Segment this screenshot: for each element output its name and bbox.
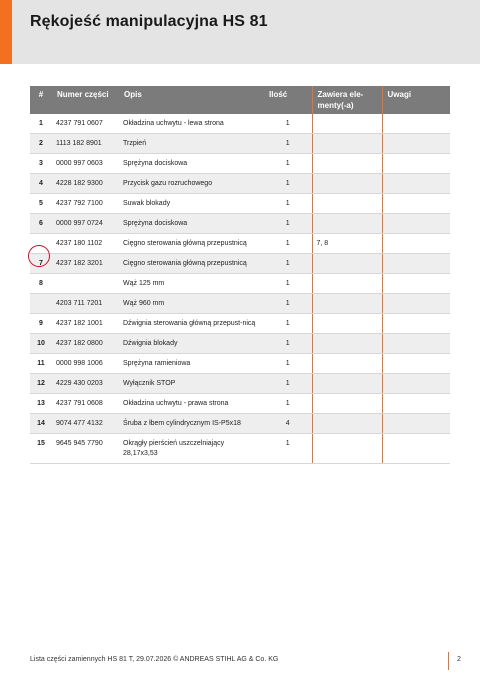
- table-row: [30, 134, 450, 154]
- cell-contains: 7, 8: [312, 234, 382, 254]
- cell-part-number: 4203 711 7201: [52, 294, 119, 314]
- cell-notes: [382, 234, 450, 254]
- cell-notes: [382, 134, 450, 154]
- cell-contains: [312, 274, 382, 294]
- cell-description: Okładzina uchwytu - lewa strona: [119, 114, 264, 134]
- cell-description: Sprężyna dociskowa: [119, 214, 264, 234]
- column-header-notes: Uwagi: [382, 86, 450, 114]
- cell-notes: [382, 314, 450, 334]
- cell-quantity: 1: [264, 134, 312, 154]
- cell-quantity: 1: [264, 434, 312, 464]
- cell-notes: [382, 294, 450, 314]
- cell-notes: [382, 334, 450, 354]
- cell-notes: [382, 194, 450, 214]
- cell-notes: [382, 414, 450, 434]
- cell-description: Przycisk gazu rozruchowego: [119, 174, 264, 194]
- cell-notes: [382, 254, 450, 274]
- cell-row-number: [30, 294, 52, 314]
- cell-description: Okładzina uchwytu - prawa strona: [119, 394, 264, 414]
- cell-row-number: 2: [30, 134, 52, 154]
- cell-quantity: 1: [264, 114, 312, 134]
- cell-contains: [312, 134, 382, 154]
- cell-description: Śruba z łbem cylindrycznym IS-P5x18: [119, 414, 264, 434]
- cell-contains: [312, 114, 382, 134]
- cell-quantity: 4: [264, 414, 312, 434]
- table-row: [30, 374, 450, 394]
- cell-contains: [312, 294, 382, 314]
- cell-row-number: 1: [30, 114, 52, 134]
- cell-row-number: 14: [30, 414, 52, 434]
- cell-notes: [382, 154, 450, 174]
- cell-notes: [382, 394, 450, 414]
- cell-contains: [312, 414, 382, 434]
- cell-notes: [382, 114, 450, 134]
- cell-row-number: 6: [30, 214, 52, 234]
- cell-notes: [382, 274, 450, 294]
- cell-contains: [312, 394, 382, 414]
- column-header-description: Opis: [119, 86, 264, 114]
- cell-quantity: 1: [264, 254, 312, 274]
- column-header-quantity: Ilość: [264, 86, 312, 114]
- cell-row-number: 5: [30, 194, 52, 214]
- cell-part-number: 4237 182 3201: [52, 254, 119, 274]
- cell-contains: [312, 154, 382, 174]
- table-row: [30, 214, 450, 234]
- cell-quantity: 1: [264, 194, 312, 214]
- cell-quantity: 1: [264, 234, 312, 254]
- cell-quantity: 1: [264, 174, 312, 194]
- cell-row-number: 13: [30, 394, 52, 414]
- cell-part-number: 4228 182 9300: [52, 174, 119, 194]
- cell-description: Wąż 125 mm: [119, 274, 264, 294]
- column-header-contains: Zawiera ele-menty(-a): [312, 86, 382, 114]
- cell-part-number: 9074 477 4132: [52, 414, 119, 434]
- page-number: 2: [457, 656, 461, 663]
- cell-part-number: 9645 945 7790: [52, 434, 119, 464]
- table-row: [30, 114, 450, 134]
- cell-row-number: 4: [30, 174, 52, 194]
- cell-row-number: 7: [30, 254, 52, 274]
- cell-description: Wyłącznik STOP: [119, 374, 264, 394]
- cell-contains: [312, 254, 382, 274]
- cell-part-number: 4237 791 0608: [52, 394, 119, 414]
- cell-description: Sprężyna dociskowa: [119, 154, 264, 174]
- cell-contains: [312, 214, 382, 234]
- table-row: [30, 194, 450, 214]
- table-row: [30, 414, 450, 434]
- table-row: [30, 174, 450, 194]
- cell-notes: [382, 174, 450, 194]
- cell-part-number: [52, 274, 119, 294]
- cell-row-number: 11: [30, 354, 52, 374]
- cell-quantity: 1: [264, 314, 312, 334]
- cell-contains: [312, 354, 382, 374]
- cell-notes: [382, 374, 450, 394]
- cell-contains: [312, 374, 382, 394]
- table-row: [30, 314, 450, 334]
- cell-part-number: 4229 430 0203: [52, 374, 119, 394]
- cell-quantity: 1: [264, 354, 312, 374]
- table-row: [30, 234, 450, 254]
- cell-quantity: 1: [264, 334, 312, 354]
- cell-row-number: 10: [30, 334, 52, 354]
- cell-row-number: 15: [30, 434, 52, 464]
- cell-quantity: 1: [264, 394, 312, 414]
- column-header-part-number: Numer części: [52, 86, 119, 114]
- cell-quantity: 1: [264, 274, 312, 294]
- cell-part-number: 4237 792 7100: [52, 194, 119, 214]
- parts-table: [30, 86, 450, 464]
- cell-description: Cięgno sterowania główną przepustnicą: [119, 234, 264, 254]
- cell-part-number: 4237 180 1102: [52, 234, 119, 254]
- cell-row-number: 3: [30, 154, 52, 174]
- table-row: [30, 274, 450, 294]
- cell-quantity: 1: [264, 294, 312, 314]
- cell-description: Dźwignia blokady: [119, 334, 264, 354]
- cell-row-number: 8: [30, 274, 52, 294]
- cell-row-number: 12: [30, 374, 52, 394]
- cell-part-number: 0000 998 1006: [52, 354, 119, 374]
- table-row: [30, 254, 450, 274]
- table-body: [30, 114, 450, 464]
- cell-contains: [312, 334, 382, 354]
- page-title: Rękojeść manipulacyjna HS 81: [30, 13, 268, 30]
- table-row: [30, 434, 450, 464]
- table-header-row: [30, 86, 450, 114]
- cell-part-number: 4237 791 0607: [52, 114, 119, 134]
- cell-description: Suwak blokady: [119, 194, 264, 214]
- cell-part-number: 4237 182 0800: [52, 334, 119, 354]
- cell-description: Dźwignia sterowania główną przepust-nicą: [119, 314, 264, 334]
- cell-notes: [382, 214, 450, 234]
- column-header-number: #: [30, 86, 52, 114]
- cell-description: Trzpień: [119, 134, 264, 154]
- cell-contains: [312, 434, 382, 464]
- page-header: [0, 0, 480, 64]
- page-number-divider: [448, 652, 449, 670]
- table-row: [30, 354, 450, 374]
- cell-part-number: 0000 997 0724: [52, 214, 119, 234]
- cell-part-number: 0000 997 0603: [52, 154, 119, 174]
- cell-contains: [312, 194, 382, 214]
- cell-description: Okrągły pierścień uszczelniający 28,17x3,53: [119, 434, 264, 464]
- cell-contains: [312, 174, 382, 194]
- table-row: [30, 294, 450, 314]
- cell-notes: [382, 434, 450, 464]
- cell-contains: [312, 314, 382, 334]
- cell-part-number: 1113 182 8901: [52, 134, 119, 154]
- cell-notes: [382, 354, 450, 374]
- cell-description: Cięgno sterowania główną przepustnicą: [119, 254, 264, 274]
- table-row: [30, 334, 450, 354]
- cell-part-number: 4237 182 1001: [52, 314, 119, 334]
- cell-quantity: 1: [264, 374, 312, 394]
- cell-description: Wąż 960 mm: [119, 294, 264, 314]
- cell-quantity: 1: [264, 154, 312, 174]
- table-row: [30, 154, 450, 174]
- header-accent-bar: [0, 0, 12, 64]
- cell-description: Sprężyna ramieniowa: [119, 354, 264, 374]
- footer-text: Lista części zamiennych HS 81 T, 29.07.2026 © ANDREAS STIHL AG & Co. KG: [30, 656, 279, 663]
- cell-quantity: 1: [264, 214, 312, 234]
- table-row: [30, 394, 450, 414]
- cell-row-number: 9: [30, 314, 52, 334]
